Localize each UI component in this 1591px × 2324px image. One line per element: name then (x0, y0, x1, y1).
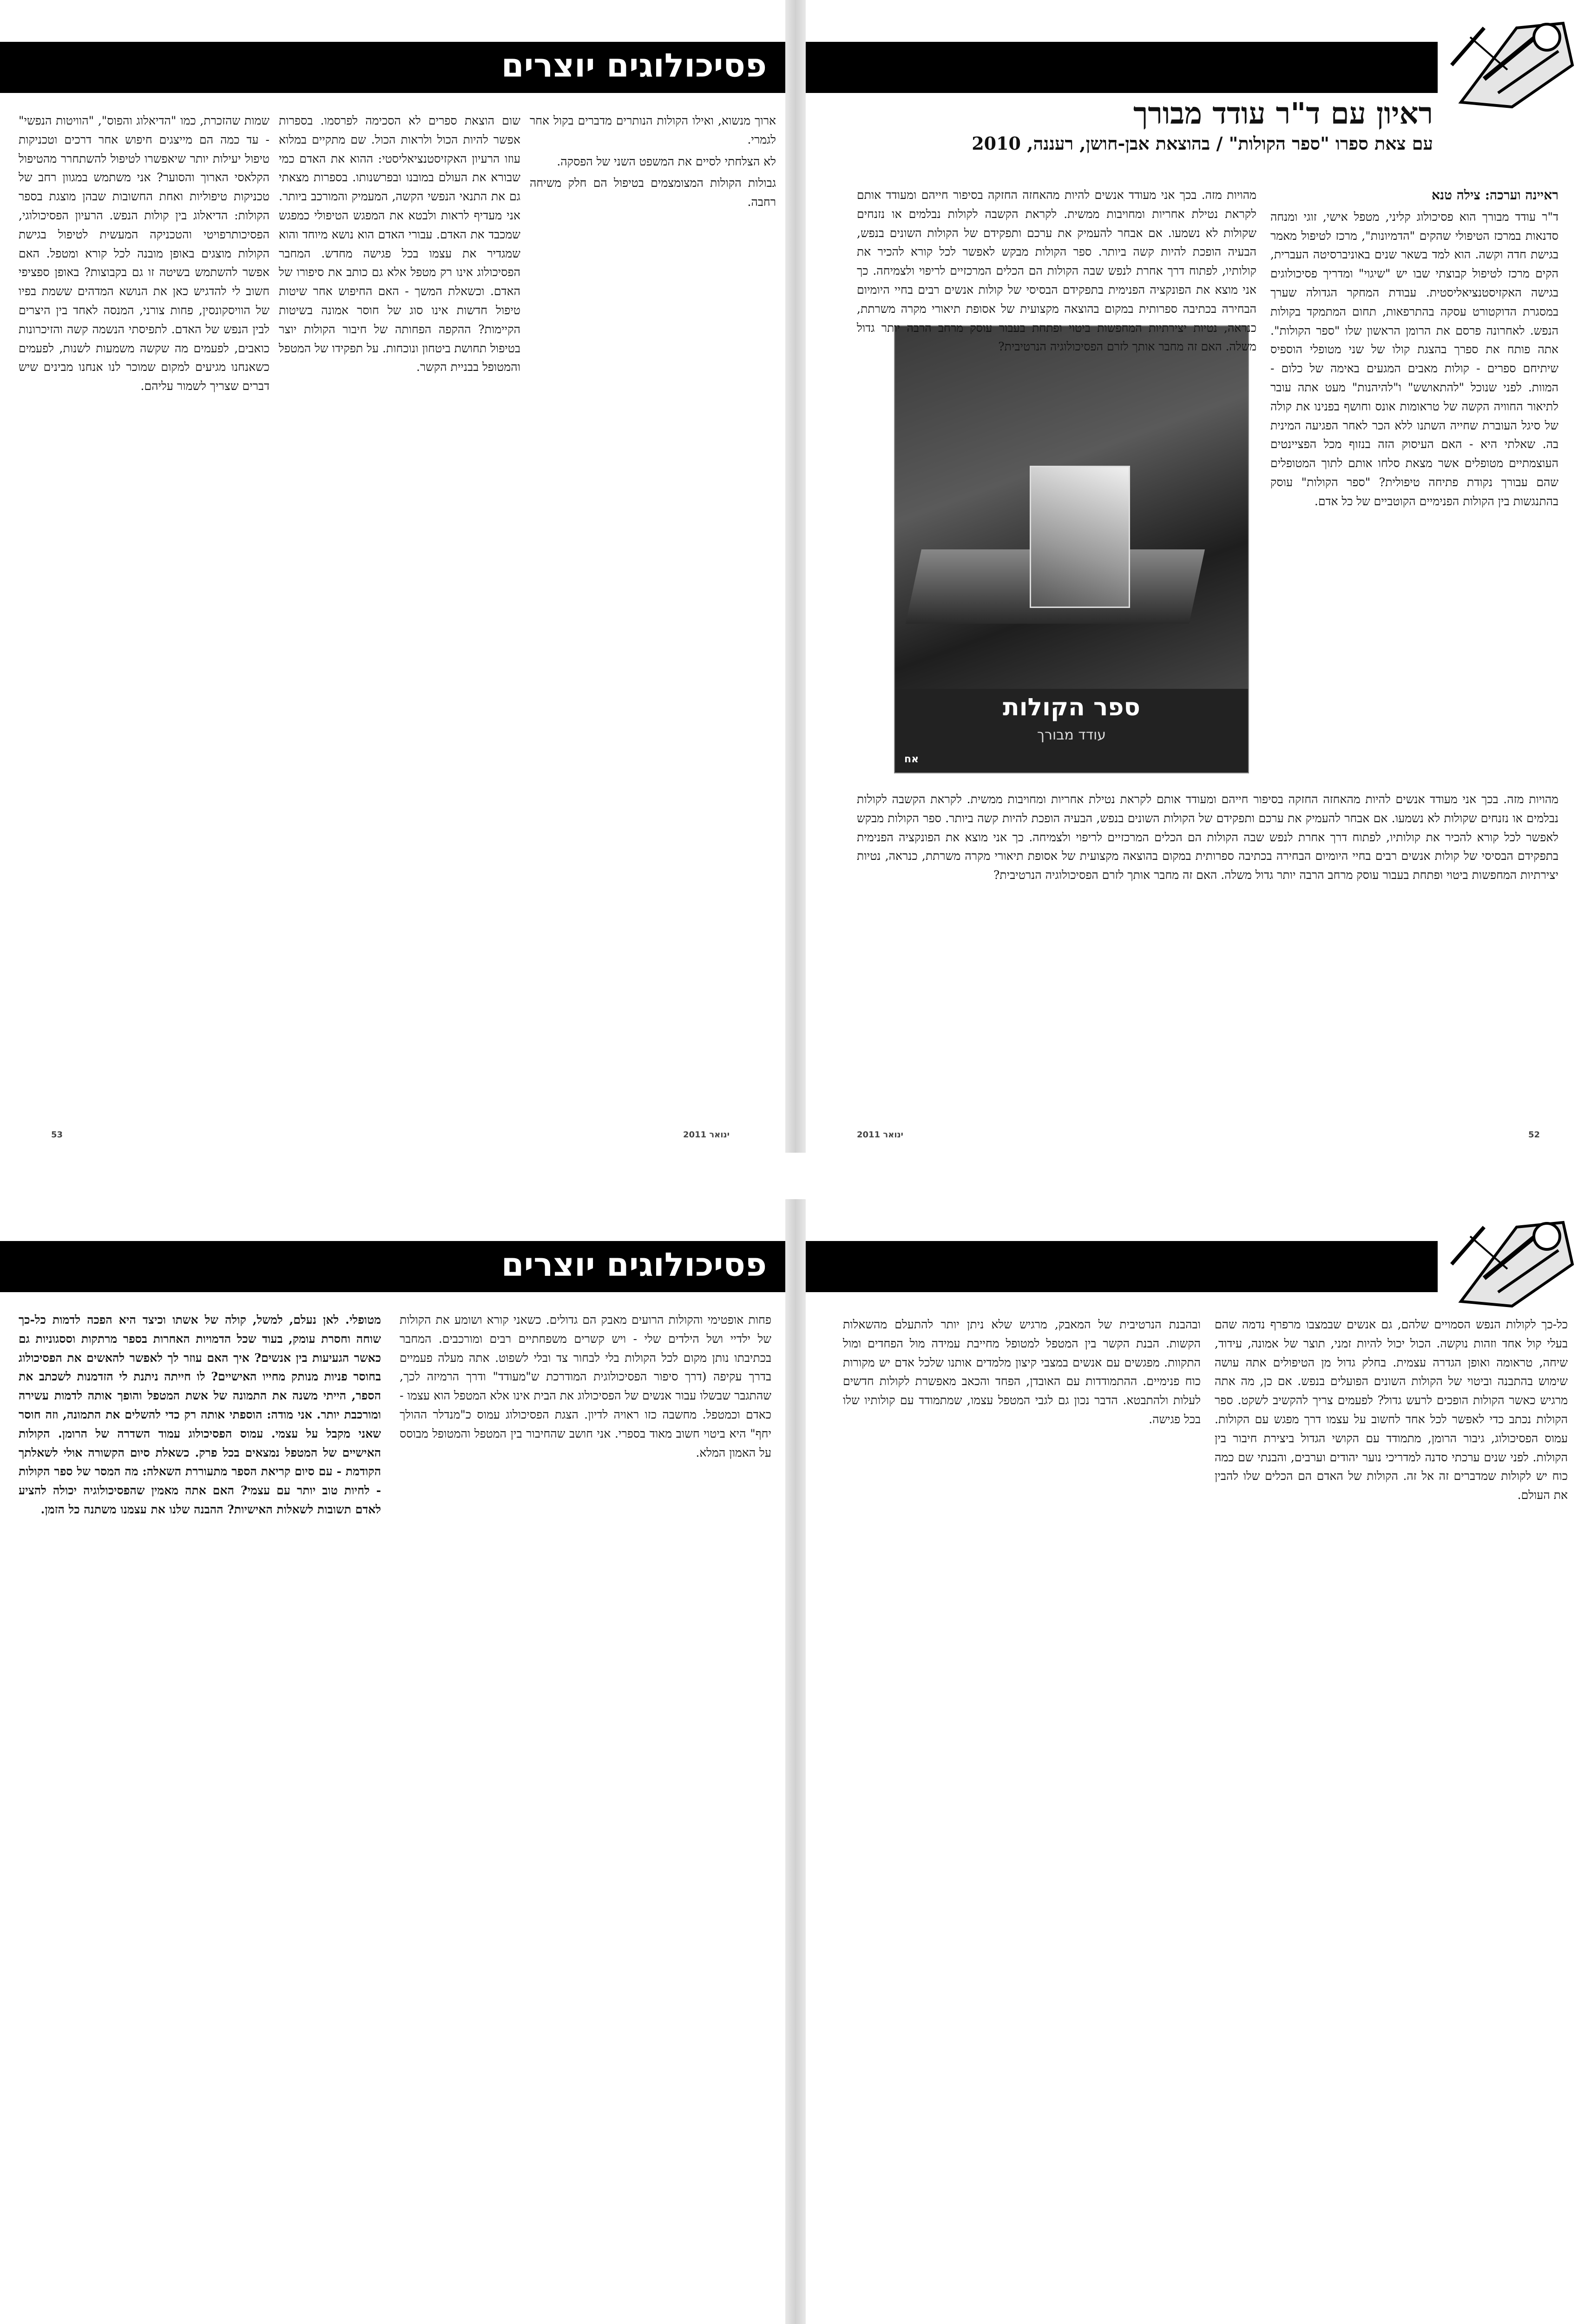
page-number: 53 (51, 1130, 63, 1140)
column-text: ד"ר עודד מבורך הוא פסיכולוג קליני, מטפל אישי, זוגי ומנחה סדנאות במרכז הטיפולי שהקים "הדמיונות", מרכז לטיפול מאמר בגישת חדה וקשה. הוא למד בשאר שנים באוניברסיטה העברית, הקים מרכז לטיפול קבוצתי שבו יש "שיגוי" ומדריך פסיכולוגים בגישה האקזיסטנציאליסטית. עבודת המחקר הגדולה שערך במסגרת הדוקטורט עסקה בהתרפאות, תחום המתמקד בקולות הנפש. לאחרונה פרסם את הרומן הראשון שלו "ספר הקולות". אתה פותח את ספרך בהצגת קולו של שני מטופלי הוספיס שיתיחם ספרים - קולות מאבים המגעים באימה של כלום - המוות. לפני שנוכל "להתאושש" ו"להיהנות" מעט אתה עובר לתיאור החוויה הקשה של טראומות אונס וחושף בפנינו את קולה של סיגל העוברת שחייה השתנו ללא הכר לאחר הפגיעה המינית בה. שאלתי היא - האם העיסוק הזה בנזוף מכל הפציינטים העוצמתיים מטופלים אשר מצאת סלחו אותם לתוך המטופלים שהם עבורך נקודת פתיחה טיפולית? "ספר הקולות" עוסק בהתנגשות בין הקולות הפנימיים הקוטביים של כל אדם. (1270, 210, 1558, 508)
column-text: שמות שהזכרת, כמו "הדיאלוג והפוס", "הוויטות הנפשי" - עד כמה הם מייצגים חיפוש אחר דרכים וטכניקות טיפול יעילות יותר שיאפשרו לטיפול להשתחרר מהטיפול הקלאסי הארוך והסוער? אני משתמש במגוון רחב של טכניקות טיפוליות ואחת החשובות שבהן מוצגת בספר הקולות: הדיאלוג בין קולות הנפש. הרעיון הפסיכולוגי, הפסיכותרפויטי והטכניקה המעשית לטיפול בגישת הקולות מוצגים באופן מובנה לכל קורא ומטפל. האם אפשר להשתמש בשיטה זו גם בקבוצות? באופן ספציפי חשוב לי להדגיש כאן את הנושא המדהים ששמת בפיו של הוויסקונסין, פחות צורני, המנסה לאחד בין היצרים לבין הנפש של האדם. לתפיסתי הנשמה קשה והזיכרונות כואבים, לפעמים מה שקשה משמעות לשנות, לפעמים כשאנחנו מגיעים למקום שמוכר לנו אנחנו מבינים שיש דברים שצריך לשמור עליהם. (19, 114, 270, 393)
page-53 (0, 0, 785, 1153)
article-header (945, 98, 1433, 154)
magazine-spread-bottom (0, 1199, 1591, 2324)
book-cover-image (894, 325, 1249, 773)
text-column-1 (19, 112, 270, 1116)
byline: ראיינה וערכה: צילה טנא (1432, 187, 1558, 203)
text-column-3 (530, 112, 776, 1116)
book-author: עודד מבורך (1037, 727, 1106, 743)
article-subtitle: עם צאת ספרו "ספר הקולות" / בהוצאת אבן-חושן, רעננה, 2010 (972, 133, 1433, 154)
column-text: ארוך מנשוא, ואילו הקולות הנותרים מדברים בקול אחר לגמרי. (530, 114, 776, 146)
text-column-top-left (857, 186, 1256, 354)
column-logo-icon (1442, 9, 1586, 116)
section-title: פסיכולוגים יוצרים (501, 46, 767, 85)
text-column-2 (400, 1311, 771, 2315)
column-text: כל-כך לקולות הנפש הסמויים שלהם, גם אנשים שבמצבו מרפרף נדמה שהם בעלי קול אחד וזהות נוקשה. הכול יכול להיות זמני, תוצר של אמונה, עידוד, שיחה, טראומה ואופן הגדרה עצמית. בחלק גדול מן הטיפולים אתה עושה שימוש בהתבנה וביטוי של הקולות השונים הפועלים בנפש. אם כן, מה אתה מרגיש כאשר הקולות הופכים לרעש גדול? לפעמים צריך להקשיב לשקט. ספר הקולות נכתב כדי לאפשר לכל אחד לחשוב על עצמו דרך מפגש עם הקולות. עמוס הפסיכולוג, גיבור הרומן, מתמודד עם הקושי הגדול ביצירת חיבור בין הקולות. לפני שנים ערכתי סדנה למדריכי נוער יהודים וערבים, והבנתי שם כמה כוח יש לקולות שמדברים זה אל זה. הקולות של האדם הם הכלים שלו להבין את העולם. (1215, 1318, 1568, 1502)
magazine-spread-top (0, 0, 1591, 1153)
publisher-logo: אח (904, 753, 919, 765)
issue-date: ינואר 2011 (857, 1130, 903, 1140)
text-column-left (843, 1315, 1201, 2315)
text-column-1 (19, 1311, 381, 2315)
column-text: גבולות הקולות המצומצמים בטיפול הם חלק משיחה רחבה. (530, 176, 776, 209)
cover-photo (895, 326, 1248, 689)
cover-photo-painting (1030, 466, 1130, 608)
column-text: מהויות מזה. בכך אני מעודד אנשים להיות מהאחזה החזקה בסיפור חייהם ומעודד אותם לקראת נטילת אחריות ומחויבות ממשית. לקראת הקשבה לקולות נבלמים או נזנחים שקולות לא נשמעו. אם אבחר להעמיק את ערכם ותפקידם של הקולות השונים בנפש, הבעיה הופכת להיות קשה ביותר. ספר הקולות מבקש לאפשר לכל קורא להכיר את קולותיו, לפתוח דרך אחרת לנפש שבה הקולות הם הכלים המרכזיים לריפוי ולצמיחה. כך אני מוצא את הפונקציה הפנימית בתפקידם הבסיסי של קולות אנשים רבים בחיי היומיום הבחירה בכתיבה ספרותית במקום בהוצאה מקצועית של אסופת תיאורי מקרה משרתת, כנראה, נטיות יצירתיות המחפשות ביטוי ופתחת בעבור עוסק מרחב הרבה יותר גדול משלה. האם זה מחבר אותך לזרם הפסיכולוגיה הנרטיבית? (857, 792, 1558, 882)
page-number: 52 (1528, 1130, 1540, 1140)
book-title: ספר הקולות (1003, 693, 1140, 721)
article-title: ראיון עם ד"ר עודד מבורך (1133, 96, 1433, 131)
page-55 (0, 1199, 785, 2324)
column-text: מהויות מזה. בכך אני מעודד אנשים להיות מהאחזה החזקה בסיפור חייהם ומעודד אותם לקראת נטילת אחריות ומחויבות ממשית. לקראת הקשבה לקולות נבלמים או נזנחים שקולות לא נשמעו. אם אבחר להעמיק את ערכם ותפקידם של הקולות השונים בנפש, הבעיה הופכת להיות קשה ביותר. ספר הקולות מבקש לאפשר לכל קורא להכיר את קולותיו, לפתוח דרך אחרת לנפש שבה הקולות הם הכלים המרכזיים לריפוי ולצמיחה. כך אני מוצא את הפונקציה הפנימית בתפקידם הבסיסי של קולות אנשים רבים בחיי היומיום הבחירה בכתיבה ספרותית במקום בהוצאה מקצועית של אסופת תיאורי מקרה משרתת, כנראה, נטיות יצירתיות המחפשות ביטוי ופתחת בעבור עוסק מרחב הרבה יותר גדול משלה. האם זה מחבר אותך לזרם הפסיכולוגיה הנרטיבית? (857, 188, 1256, 354)
page-gutter (785, 1199, 806, 2324)
column-text: פחות אופטימי והקולות הרועים מאבק הם גדולים. כשאני קורא ושומע את הקולות של ילדיי ושל הילדים שלי - ויש קשרים משפחתיים רבים ומורכבים. המחבר בכתיבתו נותן מקום לכל הקולות בלי לבחור צד ובלי לשפוט. אתה מעלה פעמיים בדרך עקיפה (דרך סיפור הפסיכולוגית המודרכת ש"מעודד" ודרך הרמיזה לכך, שהתגבר שבשלו עבור אנשים של הפסיכולוג את הבית אינו אלא המטפל הוא עצמו - כאדם וכמטפל. מחשבה כזו ראויה לדיון. הצגת הפסיכולוג עמוס כ"מנדלר ההולך יחף" היא ביטוי חשוב מאוד בספרי. אני חושב שהחיבור בין המטפל והמטופל מבוסס על האמון המלא. (400, 1313, 771, 1459)
spread-separator (0, 1153, 1591, 1199)
section-header-bar (806, 1241, 1438, 1292)
section-title: פסיכולוגים יוצרים (501, 1246, 767, 1284)
column-text: ובהבנת הנרטיבית של המאבק, מרגיש שלא ניתן יותר להתעלם מהשאלות הקשות. הבנת הקשר בין המטפל למטופל מחייבת עמידה מול הפחדים ומול התקוות. מפגשים עם אנשים במצבי קיצון מלמדים אותנו שלכל אדם יש מקורות כוח פנימיים. ההתמודדות עם האובדן, הפחד והכאב מאפשרת לקולות חדשים לעלות ולהתבטא. הדבר נכון גם לגבי המטפל עצמו, שמתמודד עם קולותיו שלו בכל פגישה. (843, 1318, 1201, 1426)
column-logo-icon (1442, 1208, 1586, 1315)
page-gutter (785, 0, 806, 1153)
text-column-2 (279, 112, 520, 1116)
text-column-right (1215, 1315, 1568, 2315)
section-header-bar (806, 42, 1438, 93)
page-54 (806, 1199, 1591, 2324)
column-text: מטופלי. לאן נעלם, למשל, קולה של אשתו וכיצד היא הפכה לדמות כל-כך שוחה וחסרת עומק, בעוד שכל הדמויות האחרות בספר מרתקות וססגוניות גם כאשר הגעיעות בין אנשים? איך האם עוזר לך לאפשר להאשים את הפסיכולוג בחוסר פניות מנותק מחייו האישיים? לו חייתה ניתנת לי הזדמנות לשכתב את הספר, הייתי משנה את התמונה של אשת המטפל והופך אותה לדמות עשירה ומורכבת יותר. אני מודה: הוספתי אותה רק כדי להשלים את התמונה, וזה חוסר שאני מקבל על עצמי. עמוס הפסיכולוג עמוד השדרה של הרומן. הקולות האישיים של המטפל נמצאים בכל פרק. כשאלת סיום הקשורה אולי לשאלתך הקודמת - עם סיום קריאת הספר מתעוררת השאלה: מה המסר של ספר הקולות - לחיות טוב יותר עם עצמי? האם אתה מאמין שהפסיכולוגיה יכולה להציע לאדם תשובות לשאלות האישיות? ההבנה שלנו את עצמנו משתנה כל הזמן. (19, 1313, 381, 1516)
page-52 (806, 0, 1591, 1153)
issue-date: ינואר 2011 (683, 1130, 730, 1140)
column-text: שום הוצאת ספרים לא הסכימה לפרסמו. בספרות אפשר להיות הכול ולראות הכול. שם מתקיים במלוא עוזו הרעיון האקזיסטנציאליסטי: ההוא את האדם כמי שבורא את העולם במובנו ובפרשנותו. בספרות מצאתי גם את התנאי הנפשי הקשה, המעמיק והמורכב ביותר. אני מעדיף לראות ולבטא את המפגש הטיפולי כמפגש שמכבד את האדם. עבורי האדם הוא נושא מיוחד והוא שמגדיר את עצמו בכל פגישה מחדש. המחבר הפסיכולוג אינו רק מטפל אלא גם כותב את סיפורו של האדם. וכשאלת המשך - האם החיפוש אחר שיטות טיפול חדשות אינו סוג של חוסר אמונה בשיטות הקיימות? ההקפה הפחותה של חיבור הקולות יוצר בטיפול תחושת ביטחון ונוכחות. על תפקידו של המטפל והמטופל בבניית הקשר. (279, 114, 520, 374)
text-column-bottom (857, 790, 1558, 1116)
column-text: לא הצלחתי לסיים את המשפט השני של הפסקה. (557, 154, 776, 168)
